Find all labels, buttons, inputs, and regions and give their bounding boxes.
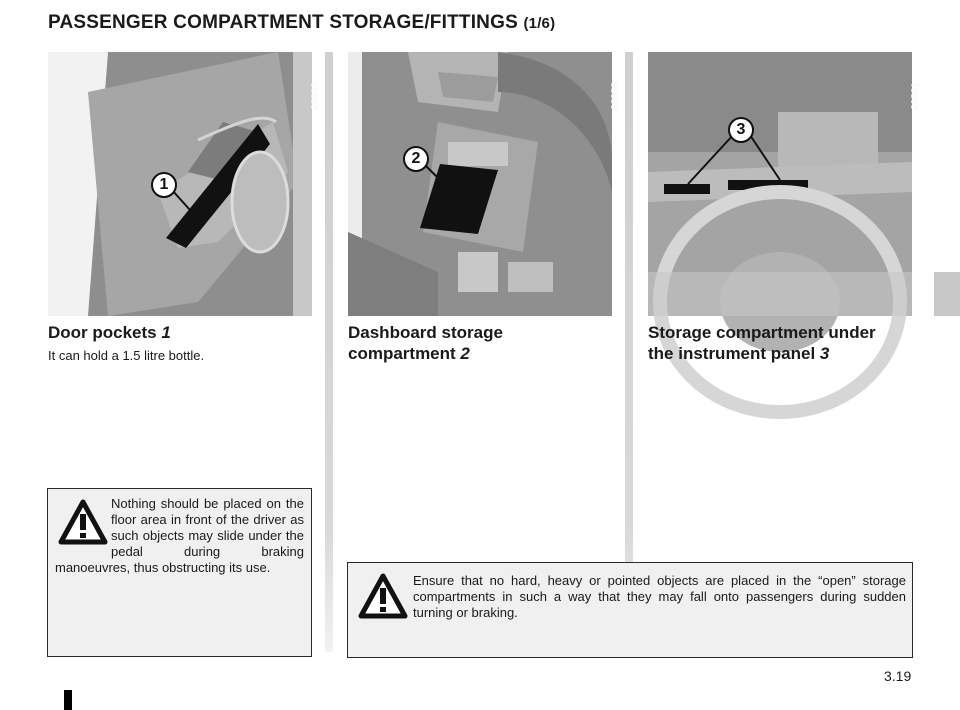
warning-triangle-icon xyxy=(58,499,108,545)
page-title-text: PASSENGER COMPARTMENT STORAGE/FITTINGS xyxy=(48,12,518,33)
open-storage-warning-box xyxy=(347,562,913,658)
door-pockets-heading xyxy=(48,322,171,343)
callout-1: 1 xyxy=(151,172,177,198)
page-number: 3.19 xyxy=(884,668,912,684)
heading-line-1: Dashboard storage xyxy=(348,323,503,342)
heading-line-2: compartment xyxy=(348,344,456,363)
warning-triangle-icon xyxy=(358,573,408,619)
door-pocket-illustration xyxy=(48,52,312,316)
heading-number: 3 xyxy=(819,344,830,363)
floor-warning-box xyxy=(47,488,312,657)
callout-3: 3 xyxy=(728,117,754,143)
heading-line-1: Storage compartment under xyxy=(648,323,876,342)
chapter-tab xyxy=(934,272,960,316)
heading-number: 2 xyxy=(460,344,470,363)
open-storage-warning-text: Ensure that no hard, heavy or pointed objects are placed in the “open” storage compartments in such a way that they may fall onto passengers during sudden turning or braking. xyxy=(413,573,906,620)
dashboard-storage-photo xyxy=(348,52,620,316)
page-title xyxy=(48,12,555,34)
dashboard-storage-illustration xyxy=(348,52,612,316)
page-marker xyxy=(64,690,72,710)
door-pockets-body: It can hold a 1.5 litre bottle. xyxy=(48,348,205,363)
dashboard-storage-heading xyxy=(348,322,503,364)
door-pocket-photo xyxy=(48,52,320,316)
instrument-panel-storage-heading xyxy=(648,322,876,364)
callout-2: 2 xyxy=(403,146,429,172)
photo-code: 28958 xyxy=(610,82,620,110)
heading-number: 1 xyxy=(161,323,171,342)
photo-code: 29521 xyxy=(910,82,920,110)
heading-text: Door pockets xyxy=(48,323,157,342)
photo-code: 28933 xyxy=(310,82,320,110)
instrument-panel-illustration xyxy=(648,52,912,316)
column-divider-left xyxy=(325,52,333,652)
instrument-panel-storage-photo xyxy=(648,52,920,316)
page-title-suffix: (1/6) xyxy=(523,15,556,32)
heading-line-2: the instrument panel xyxy=(648,344,816,363)
floor-warning-text: Nothing should be placed on the floor area in front of the driver as such objects may slide under the pedal during braking manoeuvres, thus obstructing its use. xyxy=(55,496,304,575)
